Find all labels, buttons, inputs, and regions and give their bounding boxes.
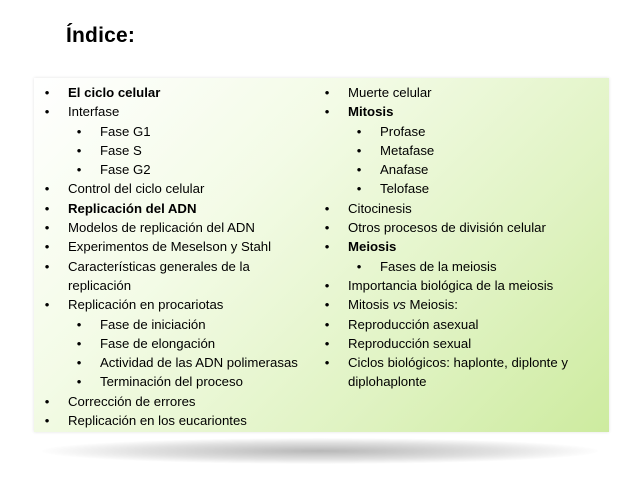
- left-list-item-label: Replicación en procariotas: [68, 297, 224, 313]
- left-list-item: [42, 218, 332, 237]
- left-list-item: [42, 199, 332, 218]
- left-list-item: [42, 334, 332, 353]
- bullet-icon: •: [356, 258, 362, 274]
- left-list-item: [42, 141, 332, 160]
- bullet-icon: •: [324, 355, 330, 371]
- bullet-icon: •: [44, 200, 50, 216]
- right-list-item: [322, 372, 612, 391]
- right-list-item: [322, 334, 612, 353]
- left-list-item: [42, 295, 332, 314]
- bullet-icon: •: [44, 258, 50, 274]
- bullet-icon: •: [44, 181, 50, 197]
- left-list-item-label: Características generales de la: [68, 258, 250, 274]
- left-list-item-label: Replicación del ADN: [68, 200, 197, 216]
- bullet-icon: •: [324, 104, 330, 120]
- right-list-item: [322, 276, 612, 295]
- left-list-item: [42, 411, 332, 430]
- left-list-item-label: El ciclo celular: [68, 85, 161, 100]
- left-list-item-label: Modelos de replicación del ADN: [68, 220, 255, 236]
- right-list-item: [322, 160, 612, 179]
- right-list-item-label: Ciclos biológicos: haplonte, diplonte y: [348, 355, 568, 371]
- bullet-icon: •: [324, 335, 330, 351]
- left-list-item-label: Fase S: [100, 142, 142, 158]
- bullet-icon: •: [324, 316, 330, 332]
- left-list-item: [42, 102, 332, 121]
- bullet-icon: •: [76, 123, 82, 139]
- right-list-item-label: Metafase: [380, 142, 435, 158]
- left-list-item: [42, 315, 332, 334]
- right-list-item-label: Otros procesos de división celular: [348, 220, 546, 236]
- right-list-item: [322, 295, 612, 314]
- bullet-icon: •: [76, 142, 82, 158]
- left-list-item-label: Control del ciclo celular: [68, 181, 205, 197]
- bullet-icon: •: [324, 297, 330, 313]
- page-title: Índice:: [66, 24, 136, 47]
- left-list-item-label: Interfase: [68, 104, 120, 120]
- right-list-item: [322, 257, 612, 276]
- bullet-icon: •: [76, 316, 82, 332]
- left-list-item: [42, 276, 332, 295]
- bullet-icon: •: [44, 220, 50, 236]
- left-list-item-label: Terminación del proceso: [100, 374, 243, 390]
- left-list-item-label: Actividad de las ADN polimerasas: [100, 355, 298, 371]
- left-list-item-label: Experimentos de Meselson y Stahl: [68, 239, 272, 255]
- left-column: [42, 83, 332, 430]
- left-list-item: [42, 257, 332, 276]
- right-list-item: [322, 102, 612, 121]
- bullet-icon: •: [76, 335, 82, 351]
- left-list-item: [42, 237, 332, 256]
- right-list-item-label: Reproducción sexual: [348, 335, 472, 351]
- left-list-item-label: Fase de iniciación: [100, 316, 206, 332]
- right-list-item-label: Reproducción asexual: [348, 316, 479, 332]
- right-list-item-label: Citocinesis: [348, 200, 412, 216]
- bullet-icon: •: [76, 374, 82, 390]
- bullet-icon: •: [44, 393, 50, 409]
- left-list-item-label: Fase G2: [100, 162, 151, 178]
- left-list-item: [42, 392, 332, 411]
- right-column: [322, 83, 612, 392]
- right-list-item: [322, 353, 612, 372]
- bullet-icon: •: [324, 277, 330, 293]
- left-list-item: [42, 160, 332, 179]
- bullet-icon: •: [356, 123, 362, 139]
- right-list-item: [322, 237, 612, 256]
- right-list-item-label: Meiosis: [348, 239, 397, 255]
- right-list-item-label: diplohaplonte: [348, 374, 427, 390]
- right-list-item: [322, 141, 612, 160]
- left-list-item-label: Fase de elongación: [100, 335, 216, 351]
- right-list-item: [322, 315, 612, 334]
- left-list-item-label: Fase G1: [100, 123, 151, 139]
- left-list-item-label: Corrección de errores: [68, 393, 196, 409]
- left-list-item: [42, 353, 332, 372]
- bullet-icon: •: [76, 162, 82, 178]
- bullet-icon: •: [324, 220, 330, 236]
- bullet-icon: •: [44, 297, 50, 313]
- bullet-icon: •: [324, 239, 330, 255]
- left-list-item-label: Replicación en los eucariontes: [68, 413, 247, 429]
- right-list-item-label: Anafase: [380, 162, 429, 178]
- left-list-item-label: replicación: [68, 277, 132, 293]
- bullet-icon: •: [44, 104, 50, 120]
- box-shadow: [42, 438, 598, 464]
- right-list-item-label: Profase: [380, 123, 426, 139]
- right-list-item-label: Telofase: [380, 181, 430, 197]
- bullet-icon: •: [356, 142, 362, 158]
- bullet-icon: •: [324, 85, 330, 100]
- right-list-item-label: Mitosis vs Meiosis:: [348, 297, 458, 313]
- left-list-item: [42, 179, 332, 198]
- right-list-item: [322, 218, 612, 237]
- left-list-item: [42, 83, 332, 102]
- right-list-item: [322, 199, 612, 218]
- left-list-item: [42, 122, 332, 141]
- right-list-item: [322, 122, 612, 141]
- bullet-icon: •: [44, 85, 50, 100]
- right-list-item-label: Fases de la meiosis: [380, 258, 497, 274]
- bullet-icon: •: [44, 413, 50, 429]
- right-list-item: [322, 83, 612, 102]
- right-list-item-label: Importancia biológica de la meiosis: [348, 277, 554, 293]
- left-list-item: [42, 372, 332, 391]
- bullet-icon: •: [356, 181, 362, 197]
- bullet-icon: •: [76, 355, 82, 371]
- right-list-item-label: Muerte celular: [348, 85, 432, 100]
- right-list-item-label: Mitosis: [348, 104, 394, 120]
- bullet-icon: •: [356, 162, 362, 178]
- bullet-icon: •: [324, 200, 330, 216]
- bullet-icon: •: [44, 239, 50, 255]
- right-list-item: [322, 179, 612, 198]
- index-box: [34, 78, 609, 432]
